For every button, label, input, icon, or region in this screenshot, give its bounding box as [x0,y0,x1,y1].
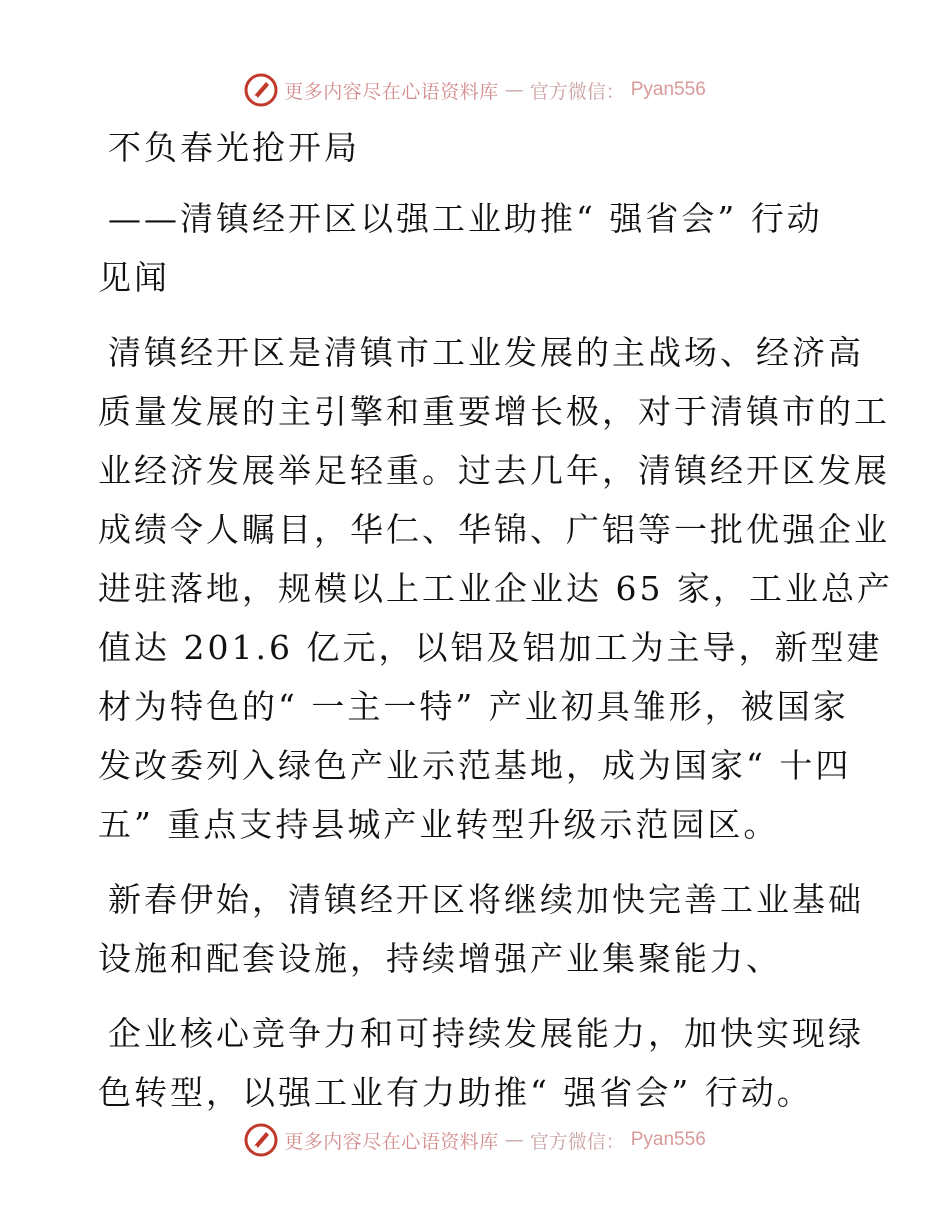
watermark-text: 更多内容尽在心语资料库 [284,80,499,103]
paragraph-line: 成绩令人瞩目，华仁、华锦、广铝等一批优强企业 [98,510,890,549]
paragraph-3 [98,1004,864,1122]
paragraph-line: 五” 重点支持县城产业转型升级示范园区。 [98,805,780,844]
paragraph-line: 设施和配套设施，持续增强产业集聚能力、 [98,939,782,978]
article-body [98,118,893,1122]
article-subtitle [98,189,858,307]
subtitle-line: 见闻 [98,258,170,297]
watermark-wechat-id: Pyan556 [630,79,706,100]
paragraph-line: 清镇经开区是清镇市工业发展的主战场、经济高 [108,333,864,372]
paragraph-1 [98,323,893,854]
paragraph-line: 业经济发展举足轻重。过去几年，清镇经开区发展 [98,451,890,490]
watermark-header [0,70,950,110]
paragraph-line: 质量发展的主引擎和重要增长极，对于清镇市的工 [98,392,890,431]
paragraph-2 [98,870,864,988]
article-title: 不负春光抢开局 [108,128,360,167]
watermark-dash: — [504,79,524,101]
paragraph-line: 材为特色的“ 一主一特” 产业初具雏形，被国家 [98,687,849,726]
paragraph-line: 色转型，以强工业有力助推“ 强省会” 行动。 [98,1073,813,1112]
paragraph-line: 值达 201.6 亿元，以铝及铝加工为主导，新型建 [98,628,883,667]
watermark-text: 更多内容尽在心语资料库 [284,1130,499,1153]
watermark-footer [0,1120,950,1160]
logo-icon [244,1123,278,1157]
paragraph-line: 进驻落地，规模以上工业企业达 65 家，工业总产 [98,569,893,608]
watermark-wechat-label: 官方微信： [529,1130,625,1153]
paragraph-line: 企业核心竞争力和可持续发展能力，加快实现绿 [108,1014,864,1053]
subtitle-line: ——清镇经开区以强工业助推“ 强省会” 行动 [108,199,823,238]
watermark-dash: — [504,1129,524,1151]
paragraph-line: 新春伊始，清镇经开区将继续加快完善工业基础 [108,880,864,919]
watermark-wechat-label: 官方微信： [529,80,625,103]
logo-icon [244,73,278,107]
watermark-wechat-id: Pyan556 [630,1129,706,1150]
paragraph-line: 发改委列入绿色产业示范基地，成为国家“ 十四 [98,746,852,785]
